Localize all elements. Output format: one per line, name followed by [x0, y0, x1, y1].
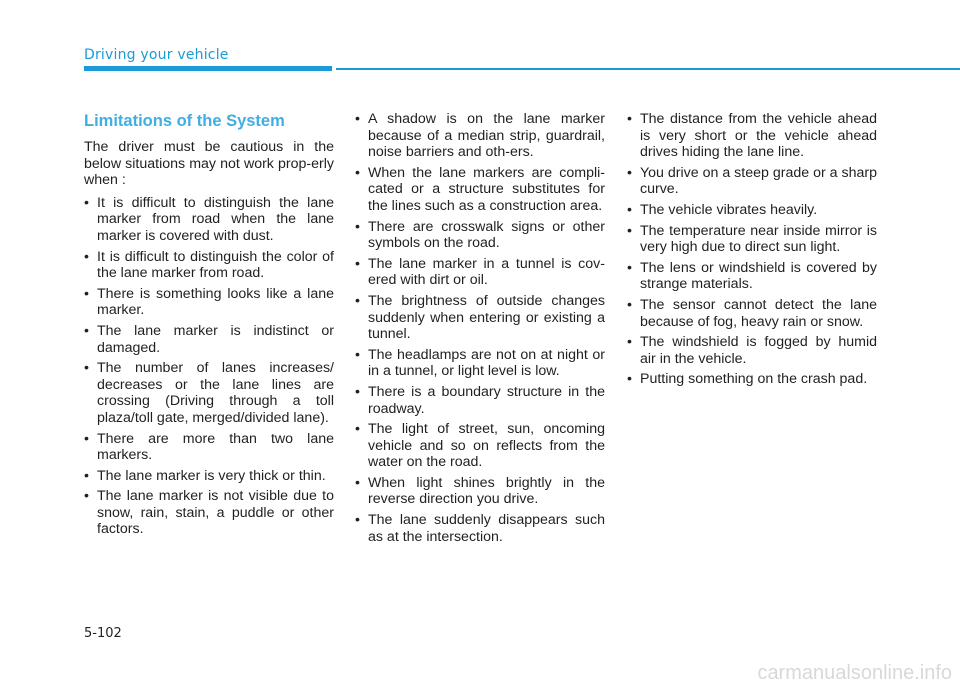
bullet-icon: •: [355, 164, 360, 181]
list-item-text: The lane marker in a tunnel is cov-ered with dirt or oil.: [368, 255, 605, 289]
list-item: [627, 111, 877, 161]
list-item: [84, 249, 334, 282]
list-item: [627, 223, 877, 256]
bullet-icon: •: [84, 360, 89, 377]
page-number: 5-102: [84, 626, 122, 641]
list-item: [355, 347, 605, 380]
list-item-text: You drive on a steep grade or a sharp curve.: [640, 164, 877, 198]
intro-paragraph: The driver must be cautious in the below situations may not work prop-erly when :: [84, 139, 334, 189]
list-item-text: It is difficult to distinguish the lane marker from road when the lane marker is covered with dust.: [97, 194, 334, 244]
list-item: [84, 468, 334, 485]
watermark: carmanualsonline.info: [757, 662, 952, 684]
bullet-icon: •: [355, 474, 360, 491]
list-item: [627, 202, 877, 219]
bullet-icon: •: [84, 322, 89, 339]
list-item-text: There is a boundary structure in the roadway.: [368, 383, 605, 417]
list-item: [627, 334, 877, 367]
list-item-text: The lane suddenly disappears such as at the intersection.: [368, 512, 605, 545]
list-item: [84, 323, 334, 356]
list-item-text: There are crosswalk signs or other symbols on the road.: [368, 218, 605, 252]
column-2: [355, 111, 605, 549]
list-item: [84, 286, 334, 319]
list-item-text: The temperature near inside mirror is very high due to direct sun light.: [640, 222, 877, 256]
header-rule-thin: [336, 68, 960, 70]
bullet-icon: •: [84, 488, 89, 505]
header-rule-thick: [84, 66, 332, 71]
list-item: [84, 488, 334, 538]
list-item-text: The lane marker is very thick or thin.: [97, 467, 326, 484]
bullet-list-2: [355, 111, 605, 545]
bullet-icon: •: [84, 430, 89, 447]
list-item-text: There are more than two lane markers.: [97, 430, 334, 464]
list-item: [84, 431, 334, 464]
bullet-icon: •: [355, 218, 360, 235]
list-item-text: There is something looks like a lane marker.: [97, 285, 334, 319]
bullet-list-1: [84, 195, 334, 538]
bullet-icon: •: [627, 371, 632, 388]
list-item-text: The lane marker is not visible due to snow, rain, stain, a puddle or other factors.: [97, 488, 334, 538]
list-item: [355, 219, 605, 252]
list-item-text: The sensor cannot detect the lane because of fog, heavy rain or snow.: [640, 296, 877, 330]
bullet-icon: •: [355, 512, 360, 529]
list-item: [355, 384, 605, 417]
bullet-icon: •: [627, 164, 632, 181]
bullet-icon: •: [627, 222, 632, 239]
list-item: [355, 165, 605, 215]
list-item-text: When the lane markers are compli-cated or a structure substitutes for the lines such as a construction area.: [368, 164, 605, 214]
list-item-text: The lens or windshield is covered by strange materials.: [640, 259, 877, 293]
list-item-text: The light of street, sun, oncoming vehicle and so on reflects from the water on the road.: [368, 421, 605, 471]
list-item-text: The brightness of outside changes suddenly when entering or existing a tunnel.: [368, 292, 605, 343]
bullet-list-3: [627, 111, 877, 388]
list-item: [355, 421, 605, 471]
list-item-text: The lane marker is indistinct or damaged.: [97, 322, 334, 356]
bullet-icon: •: [355, 292, 360, 309]
list-item: [84, 360, 334, 426]
bullet-icon: •: [627, 111, 632, 127]
list-item-text: A shadow is on the lane marker because of a median strip, guardrail, noise barriers and oth-ers.: [368, 111, 605, 161]
bullet-icon: •: [355, 383, 360, 400]
list-item-text: The headlamps are not on at night or in a tunnel, or light level is low.: [368, 346, 605, 380]
bullet-icon: •: [84, 248, 89, 265]
bullet-icon: •: [84, 285, 89, 302]
bullet-icon: •: [627, 296, 632, 313]
section-heading: Limitations of the System: [84, 112, 285, 130]
bullet-icon: •: [84, 467, 89, 484]
list-item-text: The windshield is fogged by humid air in the vehicle.: [640, 334, 877, 367]
list-item: [355, 111, 605, 161]
bullet-icon: •: [355, 111, 360, 127]
list-item: [355, 256, 605, 289]
list-item: [84, 195, 334, 245]
list-item: [355, 293, 605, 343]
column-3: [627, 111, 877, 392]
list-item-text: The vehicle vibrates heavily.: [640, 201, 818, 218]
section-header-title: Driving your vehicle: [84, 47, 229, 63]
list-item-text: It is difficult to distinguish the color of the lane marker from road.: [97, 248, 334, 282]
list-item-text: Putting something on the crash pad.: [640, 371, 868, 388]
list-item: [355, 475, 605, 508]
bullet-icon: •: [355, 421, 360, 438]
list-item: [627, 165, 877, 198]
list-item: [627, 371, 877, 388]
bullet-icon: •: [627, 201, 632, 218]
bullet-icon: •: [84, 194, 89, 211]
column-1: [84, 111, 334, 542]
list-item: [627, 297, 877, 330]
list-item-text: When light shines brightly in the reverse direction you drive.: [368, 474, 605, 508]
list-item-text: The number of lanes increases/ decreases or the lane lines are crossing (Driving through a toll plaza/toll gate, merged/divided lane).: [97, 360, 334, 426]
list-item: [627, 260, 877, 293]
list-item-text: The distance from the vehicle ahead is very short or the vehicle ahead drives hiding the lane line.: [640, 111, 877, 161]
bullet-icon: •: [627, 259, 632, 276]
bullet-icon: •: [355, 255, 360, 272]
list-item: [355, 512, 605, 545]
bullet-icon: •: [627, 334, 632, 351]
bullet-icon: •: [355, 346, 360, 363]
